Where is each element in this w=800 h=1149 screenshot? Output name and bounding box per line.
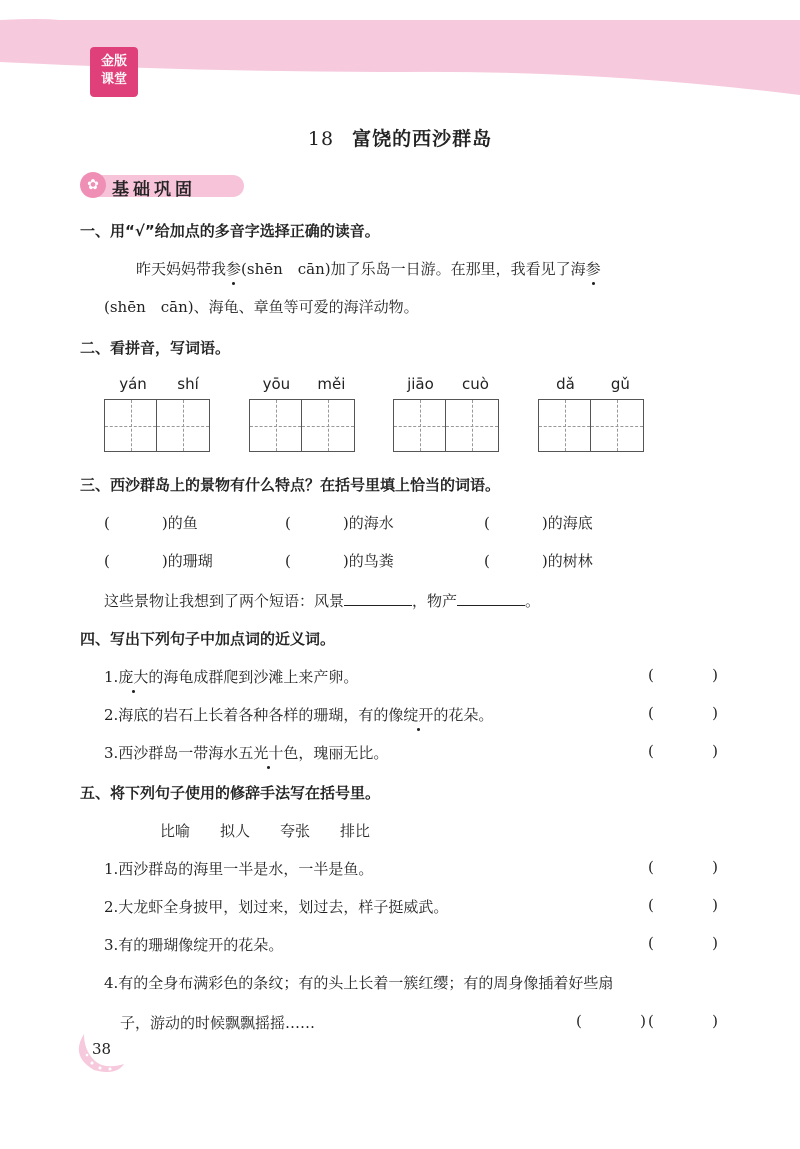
question-2-heading: 二、看拼音，写词语。 (80, 339, 231, 357)
pinyin: dǎ (556, 375, 575, 393)
q1-text-a: 昨天妈妈带我 (136, 260, 227, 278)
logo-line-2: 课堂 (100, 72, 127, 87)
pinyin: měi (317, 375, 346, 393)
blank-item[interactable]: ( )的海底 (484, 514, 593, 532)
pinyin: yán (119, 375, 147, 393)
writing-cell[interactable] (446, 399, 499, 452)
q3-summary (104, 590, 540, 611)
q5-sentence-1: 1.西沙群岛的海里一半是水，一半是鱼。 (104, 860, 374, 878)
pinyin-group-4 (538, 375, 648, 452)
pinyin-group-3 (393, 375, 503, 452)
answer-parens[interactable]: ( ) (648, 704, 718, 722)
lesson-title: 富饶的西沙群岛 (352, 128, 493, 150)
answer-parens[interactable]: ( ) (576, 1012, 646, 1030)
publisher-logo (90, 47, 138, 97)
question-5-heading: 五、将下列句子使用的修辞手法写在括号里。 (80, 784, 381, 802)
pinyin: yōu (262, 375, 291, 393)
dotted-word: 庞大 (118, 668, 149, 686)
answer-parens[interactable]: ( ) (648, 666, 718, 684)
page-title (0, 124, 800, 151)
writing-cell[interactable] (249, 399, 302, 452)
answer-parens[interactable]: ( ) (648, 858, 718, 876)
answer-parens[interactable]: ( ) (648, 742, 718, 760)
dotted-word: 五光十色 (238, 744, 299, 762)
pinyin: gǔ (610, 375, 630, 393)
pinyin: jiāo (407, 375, 434, 393)
option-label: 比喻 (160, 822, 191, 840)
pinyin: cuò (461, 375, 489, 393)
section-tag (80, 174, 245, 198)
blank-item[interactable]: ( )的鸟粪 (285, 552, 394, 570)
q5-options (160, 820, 370, 841)
q3-summary-a: 这些景物让我想到了两个短语：风景 (104, 592, 345, 610)
q5-sentence-4-line-1: 4.有的全身布满彩色的条纹；有的头上长着一簇红缨；有的周身像插着好些扇 (104, 974, 614, 992)
writing-cell[interactable] (393, 399, 446, 452)
question-1-line-1 (136, 258, 601, 279)
q3-summary-c: 。 (525, 592, 541, 610)
writing-cell[interactable] (157, 399, 210, 452)
writing-cell[interactable] (538, 399, 591, 452)
section-tag-label: 基础巩固 (112, 180, 196, 200)
blank-item[interactable]: ( )的鱼 (104, 514, 198, 532)
writing-cell[interactable] (104, 399, 157, 452)
flower-icon: ✿ (80, 172, 106, 198)
question-1-line-2: (shēn cān)、海龟、章鱼等可爱的海洋动物。 (104, 298, 419, 316)
answer-parens[interactable]: ( ) (648, 896, 718, 914)
q5-sentence-4-line-2: 子，游动的时候飘飘摇摇…… (120, 1014, 316, 1032)
answer-parens[interactable]: ( ) (648, 1012, 718, 1030)
page-number-text: 38 (92, 1040, 112, 1058)
blank-line[interactable] (344, 591, 412, 606)
answer-parens[interactable]: ( ) (648, 934, 718, 952)
blank-item[interactable]: ( )的海水 (285, 514, 394, 532)
writing-cell[interactable] (591, 399, 644, 452)
writing-cell[interactable] (302, 399, 355, 452)
q1-dotted-char-1: 参 (226, 260, 242, 278)
pinyin-group-2 (249, 375, 359, 452)
logo-line-1: 金版 (100, 54, 127, 69)
blank-item[interactable]: ( )的珊瑚 (104, 552, 213, 570)
option-label: 夸张 (280, 822, 311, 840)
option-label: 拟人 (220, 822, 251, 840)
lesson-number: 18 (307, 128, 335, 150)
q1-dotted-char-2: 参 (585, 260, 601, 278)
q4-sentence-3: 3.西沙群岛一带海水五光十色，瑰丽无比。 (104, 744, 389, 762)
question-3-heading: 三、西沙群岛上的景物有什么特点？在括号里填上恰当的词语。 (80, 476, 501, 494)
page-number (70, 1030, 125, 1075)
q1-text-b: (shēn cān)加了乐岛一日游。在那里，我看见了海 (241, 260, 586, 278)
option-label: 排比 (340, 822, 371, 840)
question-1-heading: 一、用“√”给加点的多音字选择正确的读音。 (80, 222, 380, 240)
pinyin-group-1 (104, 375, 214, 452)
q5-sentence-3: 3.有的珊瑚像绽开的花朵。 (104, 936, 284, 954)
q4-sentence-2: 2.海底的岩石上长着各种各样的珊瑚，有的像绽开的花朵。 (104, 706, 494, 724)
q5-sentence-2: 2.大龙虾全身披甲，划过来，划过去，样子挺威武。 (104, 898, 449, 916)
q4-sentence-1: 1.庞大的海龟成群爬到沙滩上来产卵。 (104, 668, 359, 686)
dotted-word: 绽开 (403, 706, 434, 724)
blank-line[interactable] (457, 591, 525, 606)
pinyin: shí (177, 375, 199, 393)
q3-summary-b: ，物产 (412, 592, 458, 610)
question-4-heading: 四、写出下列句子中加点词的近义词。 (80, 630, 336, 648)
blank-item[interactable]: ( )的树林 (484, 552, 593, 570)
